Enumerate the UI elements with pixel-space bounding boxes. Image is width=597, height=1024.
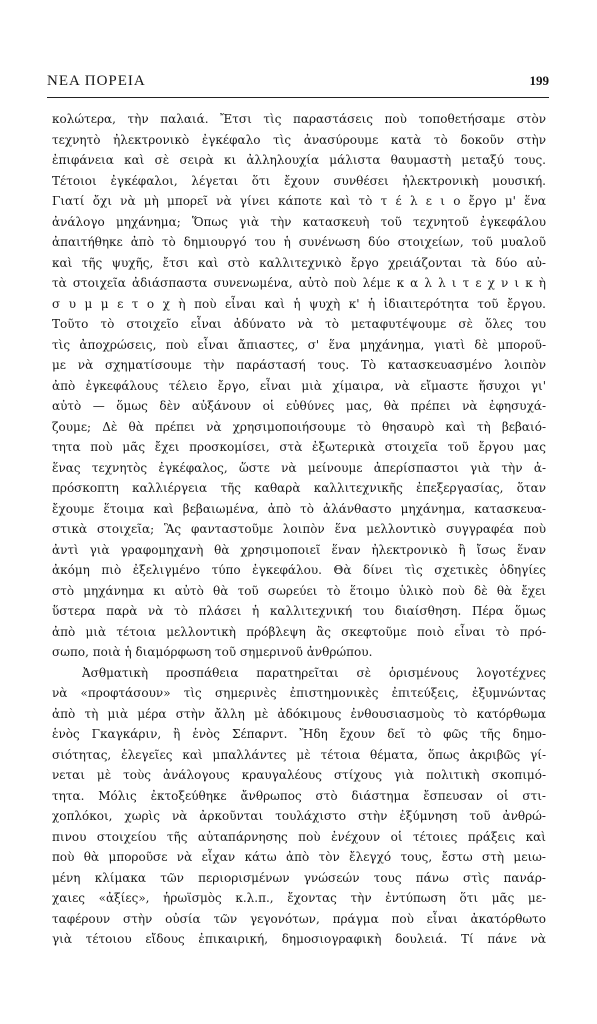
paragraph <box>52 663 546 950</box>
text-line: με νὰ σχηματίσουμε τὴν παράστασή τους. Τὸ κατασκευασμένο λοιπὸν <box>52 358 546 372</box>
text-line: σιότητας, ἐλεγεῖες καὶ μπαλλάντες μὲ τέτοια θέματα, ὅπως ἀκριβῶς γί- <box>52 747 546 762</box>
paragraph <box>52 109 546 663</box>
text-line: ποὺ θὰ μποροῦσε νὰ εἶχαν κάτω ἀπὸ τὸν ἔλεγχό τους, ἔστω στὴ μειω- <box>52 850 546 864</box>
text-line: ἀντὶ γιὰ γραφομηχανὴ θὰ χρησιμοποιεῖ ἕναν ἠλεκτρονικὸ ἢ ἴσως ἕναν <box>52 542 546 557</box>
text-line: αὐτὸ — ὅμως δὲν αὐξάνουν οἱ εὐθύνες μας, θὰ πρέπει νὰ ἐφησυχά- <box>52 399 546 413</box>
text-line: νὰ «προφτάσουν» τὶς σημερινὲς ἐπιστημονικὲς ἐπιτεύξεις, ἐξυμνώντας <box>52 686 546 700</box>
text-line: ἀπαιτήθηκε ἀπὸ τὸ δημιουργό του ἡ συνένωση δύο στοιχείων, τοῦ μυαλοῦ <box>52 235 546 249</box>
text-line: ἑνὸς Γκαγκάριν, ἢ ἑνὸς Σέπαρντ. Ἤδη ἔχουν δεῖ τὸ φῶς τῆς δημο- <box>52 727 546 741</box>
text-line: ἐπιφάνεια καὶ σὲ σειρὰ κι ἀλληλουχία μάλιστα θαυμαστὴ μεταξύ τους. <box>52 153 546 167</box>
text-line: καὶ τῆς ψυχῆς, ἔτσι καὶ στὸ καλλιτεχνικὸ ἔργο χρειάζονται τὰ δύο αὐ- <box>52 255 546 270</box>
header-rule <box>47 97 549 98</box>
text-line: χοπλόκοι, χωρὶς νὰ ἀρκοῦνται τουλάχιστο στὴν ἐξύμνηση τοῦ ἀνθρώ- <box>52 809 546 823</box>
text-line: ἀπὸ τὴ μιὰ μέρα στὴν ἄλλη μὲ ἀδόκιμους ἐνθουσιασμοὺς τὸ κατόρθωμα <box>52 706 546 721</box>
text-line: τητα ποὺ μᾶς ἔχει προσκομίσει, στὰ ἐξωτερικὰ στοιχεῖα τοῦ ἔργου μας <box>52 440 546 454</box>
text-line: ἕνας τεχνητὸς ἐγκέφαλος, ὥστε νὰ μείνουμε ἀπερίσπαστοι γιὰ τὴν ἀ- <box>52 460 546 475</box>
text-line: στικὰ στοιχεῖα; Ἃς φανταστοῦμε λοιπὸν ἕνα μελλοντικὸ συγγραφέα ποὺ <box>52 522 546 536</box>
text-line: Τέτοιοι ἐγκέφαλοι, λέγεται ὅτι ἔχουν συνθέσει ἠλεκτρονικὴ μουσική. <box>52 173 546 188</box>
text-line: ἀπὸ ἐγκεφάλους τέλειο ἔργο, εἶναι μιὰ χίμαιρα, νὰ εἴμαστε ἥσυχοι γι' <box>52 378 546 393</box>
text-line: τὶς ἀποχρώσεις, ποὺ εἶναι ἄπιαστες, σ' ἕνα μηχάνημα, γιατὶ δὲ μποροῦ- <box>52 337 546 352</box>
text-line: νεται μὲ τοὺς ἀνάλογους κραυγαλέους στίχους γιὰ πολιτικὴ σκοπιμό- <box>52 768 546 782</box>
text-line: Γιατί ὄχι νὰ μὴ μπορεῖ νὰ γίνει κάποτε καὶ τὸ τ έ λ ε ι ο ἔργο μ' ἕνα <box>52 194 546 208</box>
text-line: μένη κλίμακα τῶν περιορισμένων γνώσεών τους πάνω στὶς πανάρ- <box>52 870 546 885</box>
text-line: ἔχουμε ἕτοιμα καὶ βεβαιωμένα, ἀπὸ τὸ ἀλάνθαστο μηχάνημα, κατασκευα- <box>52 501 546 516</box>
body-text <box>52 109 546 950</box>
text-line: κολώτερα, τὴν παλαιά. Ἔτσι τὶς παραστάσεις ποὺ τοποθετήσαμε στὸν <box>52 112 546 126</box>
text-line: χαιες «ἀξίες», ἡρωϊσμὸς κ.λ.π., ἔχοντας τὴν ἐντύπωση ὅτι μᾶς με- <box>52 891 546 905</box>
text-line: τὰ στοιχεῖα ἀδιάσπαστα συνενωμένα, αὐτὸ ποὺ λέμε κ α λ λ ι τ ε χ ν ι κ ὴ <box>52 276 546 290</box>
journal-title: ΝΕΑ ΠΟΡΕΙΑ <box>47 73 146 89</box>
running-header <box>47 73 549 93</box>
text-line: ζουμε; Δὲ θὰ πρέπει νὰ χρησιμοποιήσουμε τὸ θησαυρὸ καὶ τὴ βεβαιό- <box>52 419 546 434</box>
page-number: 199 <box>529 73 549 88</box>
text-line: ἀπὸ μιὰ τέτοια μελλοντικὴ πρόβλεψη ἂς σκεφτοῦμε ποιὸ εἶναι τὸ πρό- <box>52 624 546 639</box>
text-line: Ἀσθματικὴ προσπάθεια παρατηρεῖται σὲ ὁρισμένους λογοτέχνες <box>82 665 546 680</box>
text-line: πινου στοιχείου τῆς αὐταπάρνησης ποὺ ἐνέχουν οἱ τέτοιες πράξεις καὶ <box>52 829 546 844</box>
text-line: ἀνάλογο μηχάνημα; Ὅπως γιὰ τὴν κατασκευὴ τοῦ τεχνητοῦ ἐγκεφάλου <box>52 214 546 229</box>
text-line: ὕστερα παρὰ νὰ τὸ πλάσει ἡ καλλιτεχνική του διαίσθηση. Πέρα ὅμως <box>52 604 546 618</box>
text-line: Τοῦτο τὸ στοιχεῖο εἶναι ἀδύνατο νὰ τὸ μεταφυτέψουμε σὲ ὅλες του <box>52 317 546 331</box>
text-line: στὸ μηχάνημα κι αὐτὸ θὰ τοῦ σωρεύει τὸ ἕτοιμο ὑλικὸ ποὺ δὲ θὰ ἔχει <box>52 583 546 598</box>
text-line: γιὰ τέτοιου εἴδους ἐπικαιρική, δημοσιογραφικὴ δουλειά. Τί πάνε νὰ <box>52 932 546 946</box>
text-line: σωπο, ποιὰ ἡ διαμόρφωση τοῦ σημερινοῦ ἀνθρώπου. <box>52 645 373 659</box>
text-line: σ υ μ μ ε τ ο χ ὴ ποὺ εἶναι καὶ ἡ ψυχὴ κ' ἡ ἰδιαιτερότητα τοῦ ἔργου. <box>52 296 546 311</box>
text-line: πρόσκοπτη καλλιέργεια τῆς καθαρὰ καλλιτεχνικῆς ἐπεξεργασίας, ὅταν <box>52 481 546 495</box>
text-line: τεχνητὸ ἠλεκτρονικὸ ἐγκέφαλο τὶς ἀνασύρουμε κατὰ τὸ δοκοῦν στὴν <box>52 132 546 147</box>
text-line: ἀκόμη πιὸ ἐξελιγμένο τύπο ἐγκεφάλου. Θὰ δίνει τὶς σχετικὲς ὁδηγίες <box>52 563 546 577</box>
text-line: ταφέρουν στὴν οὐσία τῶν γεγονότων, πράγμα ποὺ εἶναι ἀκατόρθωτο <box>52 911 546 926</box>
text-line: τητα. Μόλις ἐκτοξεύθηκε ἄνθρωπος στὸ διάστημα ἔσπευσαν οἱ στι- <box>52 788 546 803</box>
